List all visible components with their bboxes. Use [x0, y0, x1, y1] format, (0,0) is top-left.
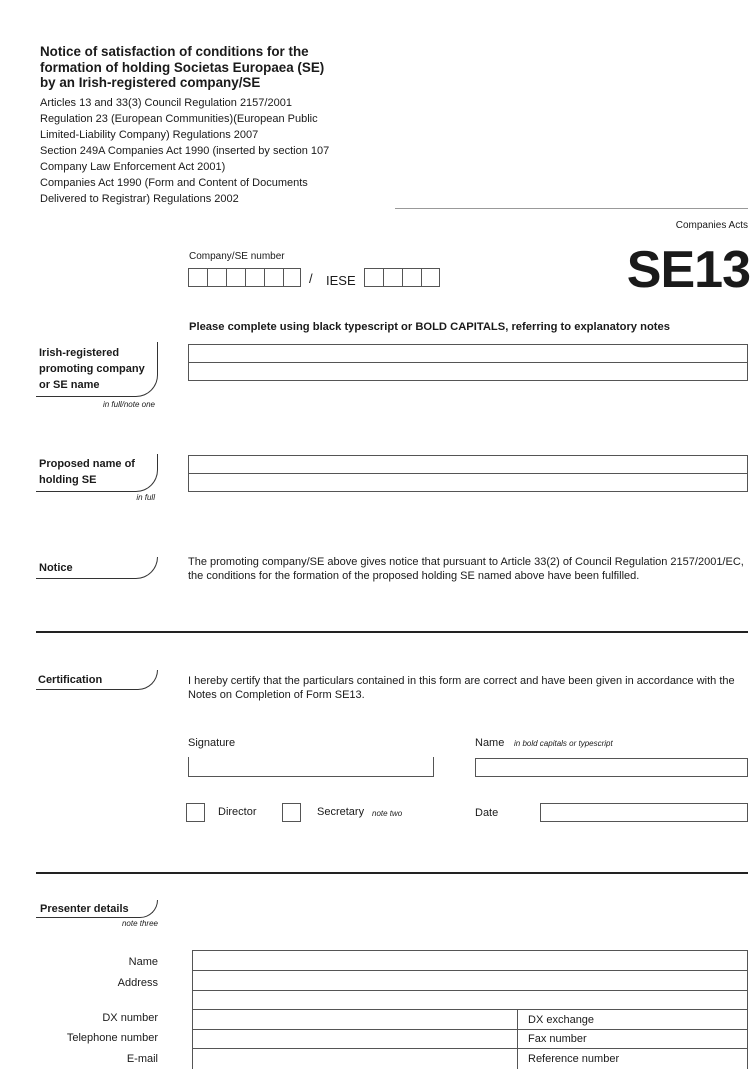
name-label: Name	[475, 737, 505, 749]
presenter-email-label: E-mail	[126, 1053, 158, 1065]
signature-label: Signature	[188, 737, 236, 749]
grid-line	[517, 1009, 518, 1069]
dx-exchange-field[interactable]: DX exchange	[528, 1014, 595, 1026]
instructions: Please complete using black typescript or BOLD CAPITALS, referring to explanatory notes	[189, 321, 670, 333]
reference-number-field[interactable]: Reference number	[528, 1053, 620, 1065]
director-checkbox[interactable]	[186, 803, 205, 822]
legal-reference-line: Company Law Enforcement Act 2001)	[40, 161, 226, 173]
iese-prefix: IESE	[326, 273, 356, 288]
presenter-telephone-field[interactable]	[193, 1030, 516, 1048]
company-number-input[interactable]	[188, 268, 301, 287]
companies-acts-label: Companies Acts	[675, 220, 748, 231]
presenter-telephone-label: Telephone number	[66, 1032, 158, 1044]
certification-label: Certification	[38, 674, 103, 686]
section-divider	[36, 872, 748, 874]
header-divider	[395, 208, 748, 209]
date-label: Date	[475, 807, 499, 819]
section-divider	[36, 631, 748, 633]
label-line: Proposed name of	[39, 458, 135, 470]
label-line: holding SE	[39, 474, 97, 486]
presenter-name-label: Name	[128, 956, 158, 968]
fax-number-field[interactable]: Fax number	[528, 1033, 587, 1045]
secretary-checkbox[interactable]	[282, 803, 301, 822]
form-title-line: by an Irish-registered company/SE	[40, 75, 261, 90]
promoting-company-input-2[interactable]	[188, 362, 748, 381]
presenter-address-field[interactable]	[193, 971, 747, 1009]
company-number-label: Company/SE number	[189, 251, 285, 262]
proposed-name-label	[39, 456, 135, 488]
legal-reference-line: Regulation 23 (European Communities)(European Public	[40, 113, 318, 125]
iese-number-input[interactable]	[364, 268, 440, 287]
certification-text: I hereby certify that the particulars contained in this form are correct and have been given in accordance with the Notes on Completion of Form SE13.	[188, 675, 735, 701]
signature-field[interactable]	[188, 757, 434, 777]
secretary-label: Secretary	[317, 806, 365, 818]
presenter-email-field[interactable]	[193, 1049, 516, 1068]
presenter-dx-number-label: DX number	[102, 1012, 158, 1024]
proposed-name-input-1[interactable]	[188, 455, 748, 474]
legal-reference-line: Section 249A Companies Act 1990 (inserted by section 107	[40, 145, 330, 157]
label-line: Irish-registered	[39, 347, 120, 359]
form-code: SE13	[626, 241, 750, 299]
presenter-address-label: Address	[117, 977, 158, 989]
label-line: or SE name	[39, 379, 100, 391]
proposed-name-input-2[interactable]	[188, 473, 748, 492]
notice-label: Notice	[39, 562, 73, 574]
presenter-dx-number-field[interactable]	[193, 1010, 516, 1029]
company-number-separator: /	[309, 271, 313, 286]
promoting-company-note: in full/note one	[102, 400, 155, 409]
legal-reference-line: Delivered to Registrar) Regulations 2002	[40, 193, 239, 205]
director-label: Director	[218, 806, 257, 818]
notice-text: The promoting company/SE above gives notice that pursuant to Article 33(2) of Council Regulation 2157/2001/EC, the conditions for the formation of the proposed holding SE named above have been fulfilled.	[188, 556, 744, 582]
label-line: promoting company	[39, 363, 145, 375]
form-title-line: formation of holding Societas Europaea (SE)	[40, 59, 325, 75]
form-title	[40, 44, 380, 91]
legal-reference-line: Articles 13 and 33(3) Council Regulation 2157/2001	[40, 97, 292, 109]
name-note: in bold capitals or typescript	[514, 739, 613, 748]
promoting-company-input-1[interactable]	[188, 344, 748, 363]
secretary-note: note two	[372, 809, 403, 818]
name-field[interactable]	[475, 758, 748, 777]
proposed-name-note: in full	[136, 493, 155, 502]
presenter-note: note three	[121, 919, 158, 928]
legal-reference-line: Companies Act 1990 (Form and Content of Documents	[40, 177, 308, 189]
presenter-label: Presenter details	[40, 903, 129, 915]
legal-references	[40, 95, 380, 207]
promoting-company-label	[39, 345, 145, 393]
presenter-name-field[interactable]	[193, 951, 747, 970]
form-title-line: Notice of satisfaction of conditions for the	[40, 44, 309, 59]
date-field[interactable]	[540, 803, 748, 822]
legal-reference-line: Limited-Liability Company) Regulations 2007	[40, 129, 259, 141]
